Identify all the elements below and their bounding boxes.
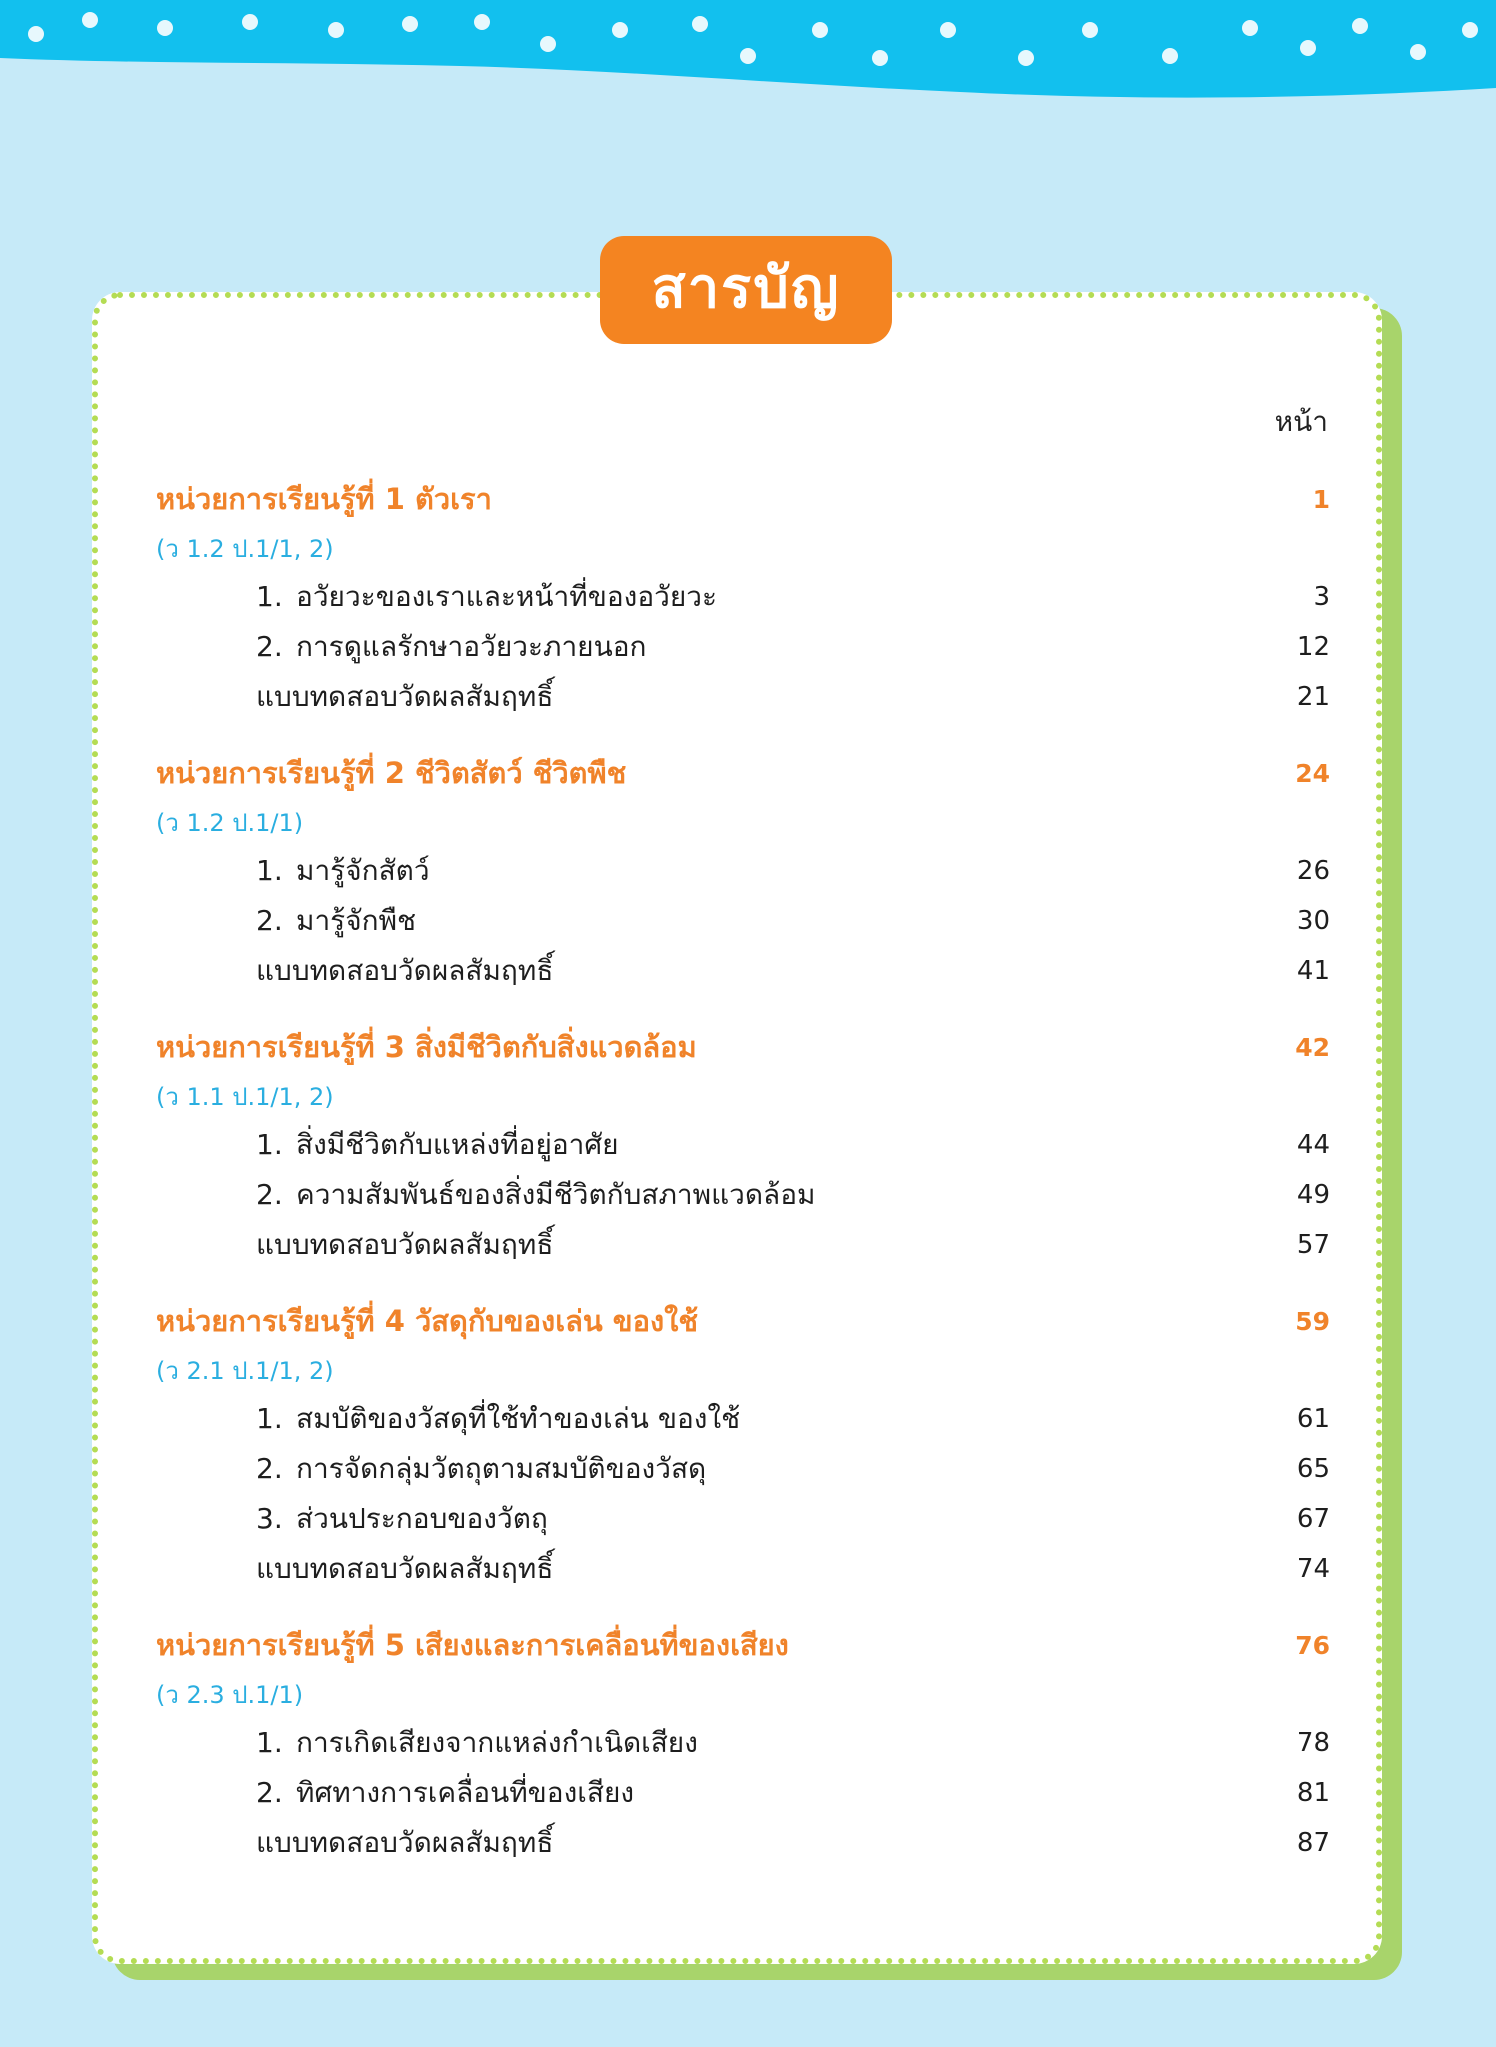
toc-item-label: สิ่งมีชีวิตกับแหล่งที่อยู่อาศัย [296,1128,619,1161]
toc-item[interactable] [156,896,1330,946]
page-column-label: หน้า [1274,405,1328,438]
toc-item[interactable] [156,1718,1330,1768]
unit-standard-code: (ว 1.1 ป.1/1, 2) [156,1083,334,1111]
toc-item-page-number: 87 [1296,1828,1330,1858]
page-title: สารบัญ [600,236,892,344]
unit-items [156,846,1330,996]
unit-heading: หน่วยการเรียนรู้ที่ 4 วัสดุกับของเล่น ของใช้ [156,1304,699,1338]
toc-item-page-number: 74 [1296,1554,1330,1584]
toc-item-page-number: 78 [1296,1728,1330,1758]
toc-item-page-number: 21 [1296,682,1330,712]
unit-heading: หน่วยการเรียนรู้ที่ 1 ตัวเรา [156,482,492,516]
toc-item[interactable] [156,622,1330,672]
toc-unit [156,472,1330,722]
toc-item[interactable] [156,846,1330,896]
toc-item-page-number: 12 [1296,632,1330,662]
toc-item[interactable] [156,1768,1330,1818]
toc-item-label: การเกิดเสียงจากแหล่งกำเนิดเสียง [296,1726,698,1759]
header-wave-band [0,0,1496,110]
unit-heading: หน่วยการเรียนรู้ที่ 2 ชีวิตสัตว์ ชีวิตพืช [156,756,627,790]
toc-item-number: 1. [256,1726,283,1759]
toc-item-page-number: 67 [1296,1504,1330,1534]
unit-page-number: 1 [1312,484,1330,514]
unit-heading: หน่วยการเรียนรู้ที่ 5 เสียงและการเคลื่อนที่ของเสียง [156,1628,789,1662]
toc-item-label: มารู้จักสัตว์ [296,854,430,887]
unit-items [156,1718,1330,1868]
toc-item-page-number: 65 [1296,1454,1330,1484]
unit-items [156,1394,1330,1594]
toc-item-page-number: 26 [1296,856,1330,886]
unit-heading: หน่วยการเรียนรู้ที่ 3 สิ่งมีชีวิตกับสิ่งแวดล้อม [156,1030,697,1064]
toc-item-page-number: 49 [1296,1180,1330,1210]
toc-item[interactable] [156,1394,1330,1444]
toc-item-label: สมบัติของวัสดุที่ใช้ทำของเล่น ของใช้ [296,1402,741,1435]
unit-standard-code: (ว 2.3 ป.1/1) [156,1681,304,1709]
toc-item[interactable] [156,946,1330,996]
toc-item-label: ส่วนประกอบของวัตถุ [296,1502,548,1535]
toc-item-number: 2. [256,630,283,663]
toc-item-number: 2. [256,904,283,937]
unit-standard-code: (ว 1.2 ป.1/1, 2) [156,535,334,563]
toc-item-label: การดูแลรักษาอวัยวะภายนอก [296,630,647,663]
unit-heading-row[interactable] [156,1294,1330,1348]
unit-standard-code: (ว 1.2 ป.1/1) [156,809,304,837]
unit-page-number: 59 [1295,1306,1330,1336]
toc-item-label: แบบทดสอบวัดผลสัมฤทธิ์ [256,680,554,713]
toc-item[interactable] [156,672,1330,722]
toc-item[interactable] [156,572,1330,622]
unit-heading-row[interactable] [156,1618,1330,1672]
toc-unit [156,1020,1330,1270]
unit-heading-row[interactable] [156,1020,1330,1074]
toc-item[interactable] [156,1818,1330,1868]
toc-unit [156,1294,1330,1594]
toc-item-number: 1. [256,854,283,887]
toc-item[interactable] [156,1444,1330,1494]
toc-item-label: การจัดกลุ่มวัตถุตามสมบัติของวัสดุ [296,1452,707,1485]
toc-item-number: 1. [256,1402,283,1435]
toc-item-page-number: 3 [1313,582,1330,612]
toc-item[interactable] [156,1220,1330,1270]
unit-items [156,1120,1330,1270]
toc-item-label: ความสัมพันธ์ของสิ่งมีชีวิตกับสภาพแวดล้อม [296,1178,816,1211]
toc-item-label: ทิศทางการเคลื่อนที่ของเสียง [296,1776,635,1809]
unit-items [156,572,1330,722]
toc-item[interactable] [156,1494,1330,1544]
toc-item-number: 2. [256,1776,283,1809]
toc-unit [156,1618,1330,1868]
toc-item-label: แบบทดสอบวัดผลสัมฤทธิ์ [256,1552,554,1585]
unit-heading-row[interactable] [156,472,1330,526]
toc-item-page-number: 81 [1296,1778,1330,1808]
toc-item-number: 1. [256,1128,283,1161]
unit-heading-row[interactable] [156,746,1330,800]
toc-item-page-number: 41 [1296,956,1330,986]
toc-item-number: 2. [256,1178,283,1211]
toc-unit [156,746,1330,996]
toc-item-page-number: 61 [1296,1404,1330,1434]
toc-item-page-number: 30 [1296,906,1330,936]
toc-item-label: มารู้จักพืช [296,904,417,937]
toc-item-page-number: 44 [1296,1130,1330,1160]
unit-page-number: 42 [1295,1032,1330,1062]
toc-item-page-number: 57 [1296,1230,1330,1260]
toc-item-number: 1. [256,580,283,613]
toc-item-number: 3. [256,1502,283,1535]
toc-item[interactable] [156,1544,1330,1594]
toc-item[interactable] [156,1120,1330,1170]
toc-item-label: แบบทดสอบวัดผลสัมฤทธิ์ [256,1228,554,1261]
toc-item-label: อวัยวะของเราและหน้าที่ของอวัยวะ [296,580,718,613]
toc-item[interactable] [156,1170,1330,1220]
unit-page-number: 76 [1295,1630,1330,1660]
toc-item-label: แบบทดสอบวัดผลสัมฤทธิ์ [256,1826,554,1859]
unit-standard-code: (ว 2.1 ป.1/1, 2) [156,1357,334,1385]
toc-item-number: 2. [256,1452,283,1485]
table-of-contents [156,472,1330,1892]
unit-page-number: 24 [1295,758,1330,788]
toc-item-label: แบบทดสอบวัดผลสัมฤทธิ์ [256,954,554,987]
